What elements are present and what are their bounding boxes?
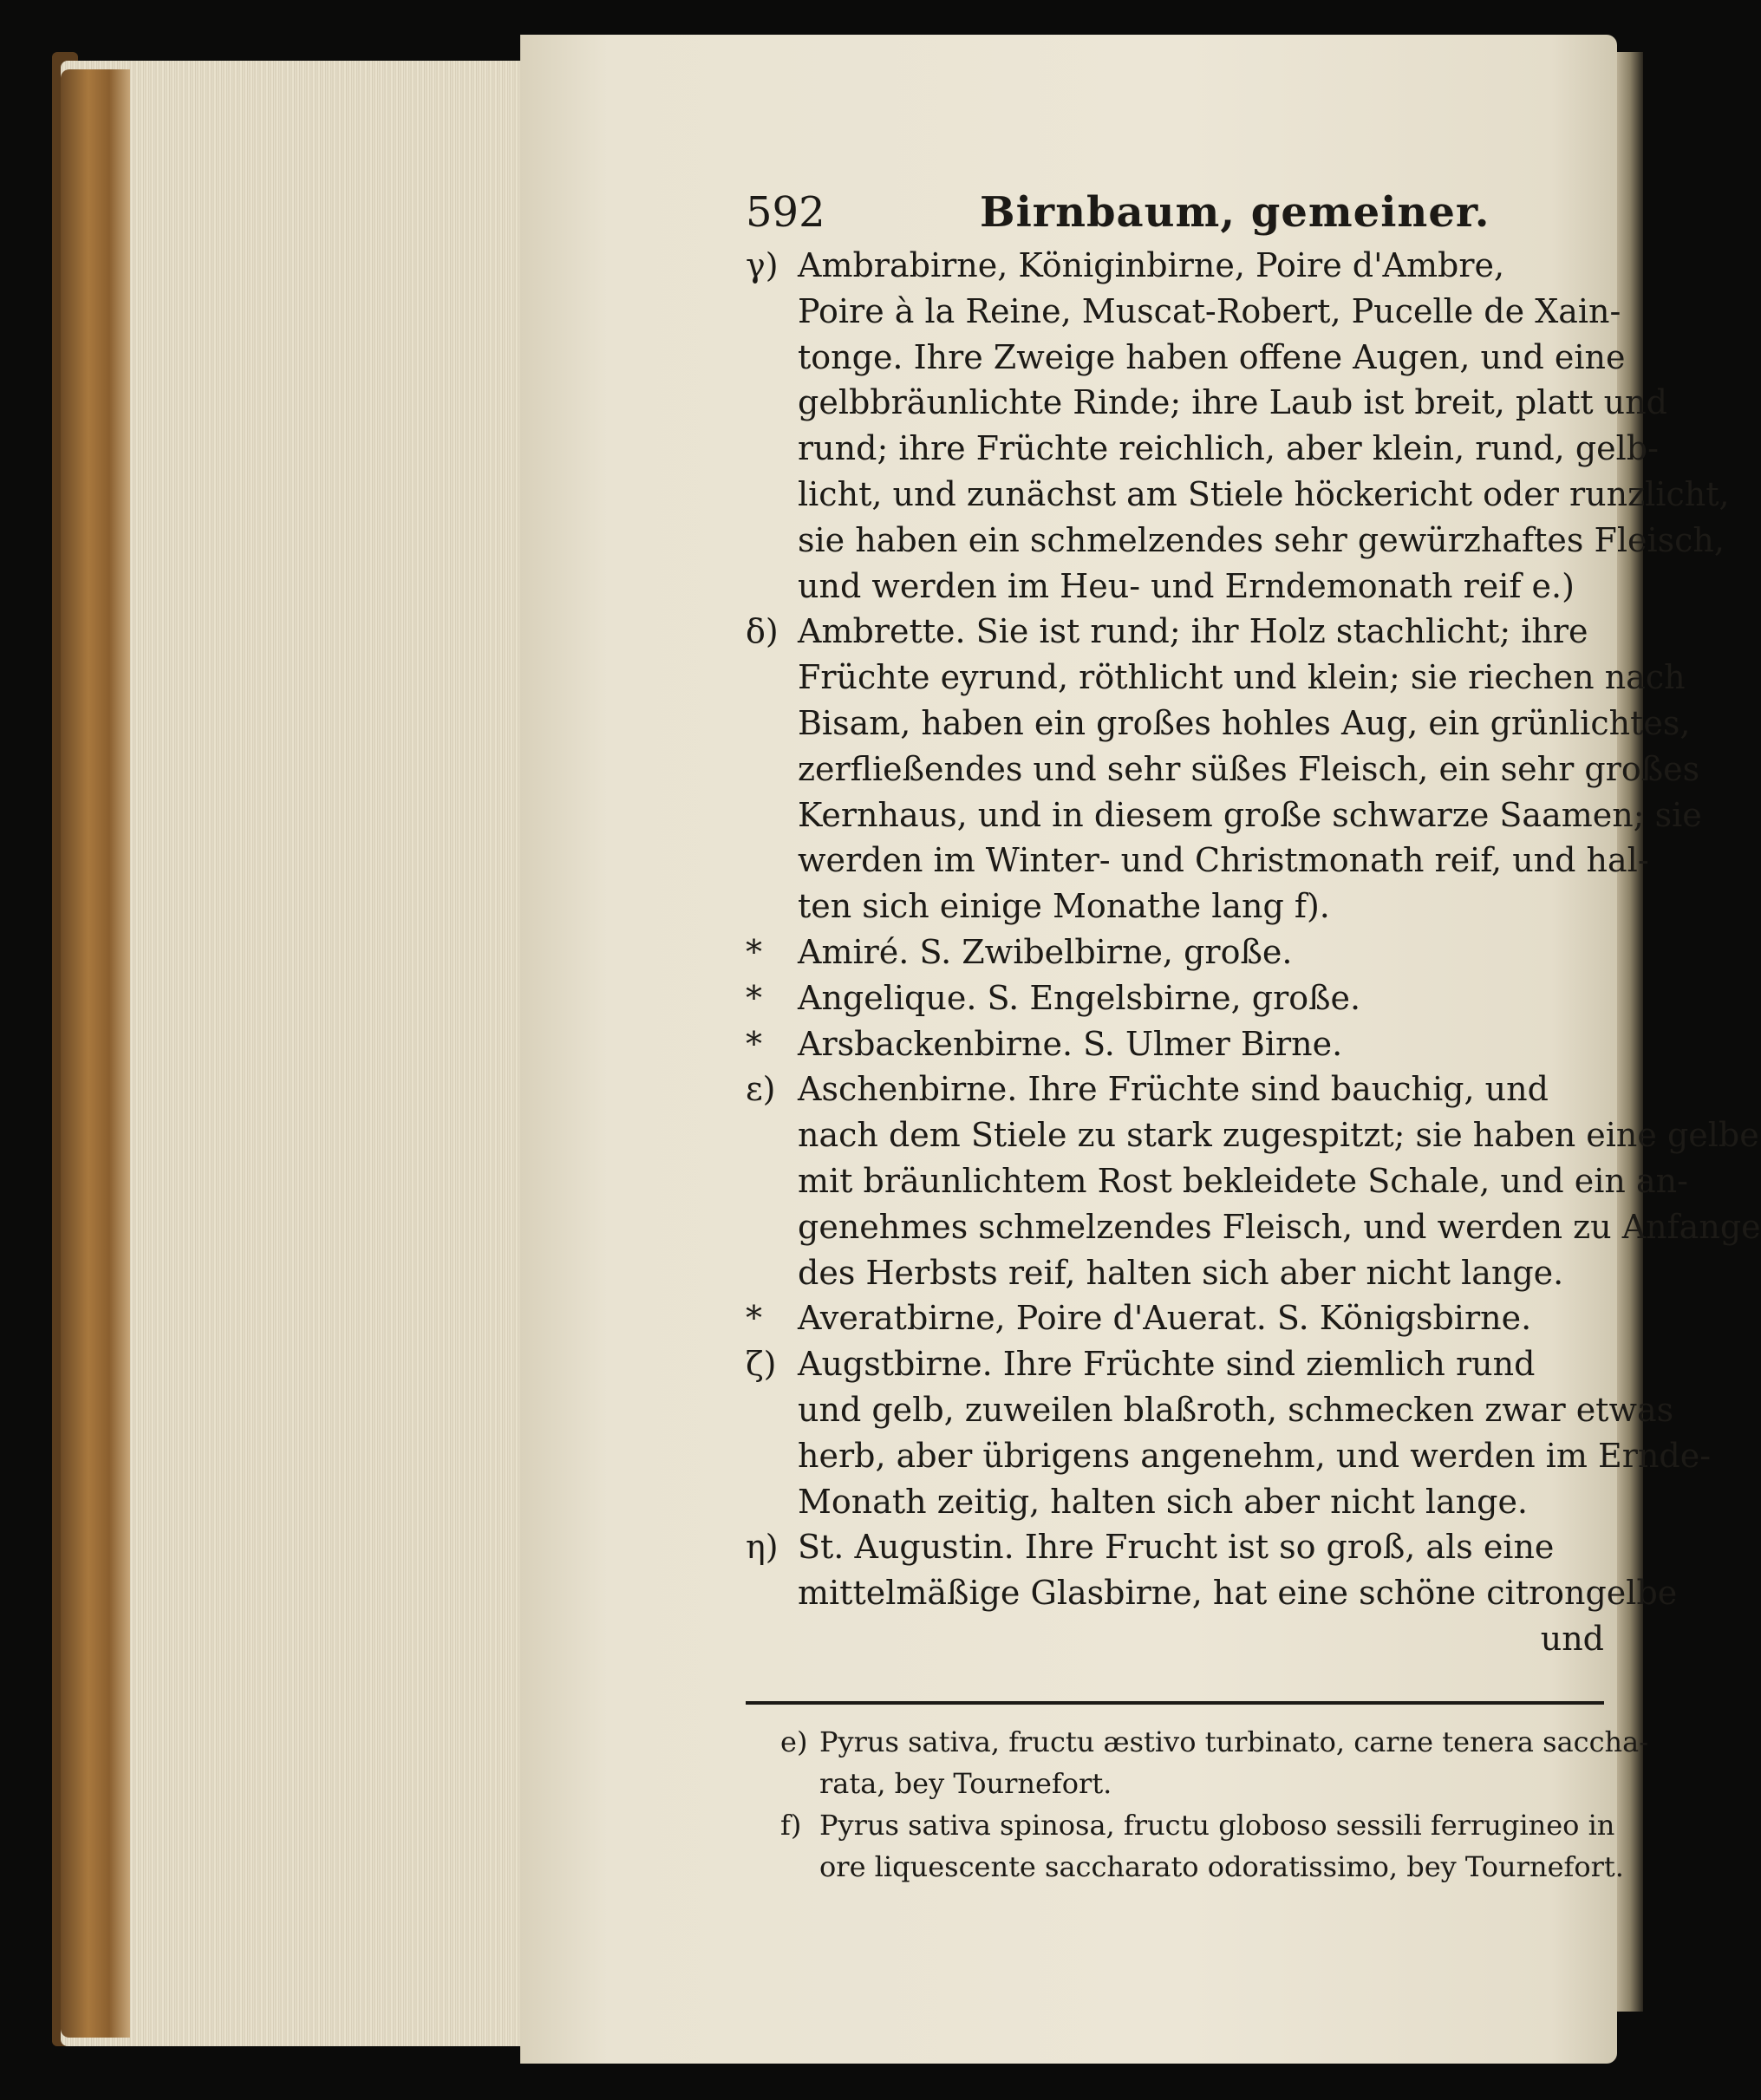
entry	[746, 975, 1613, 1021]
entry-text: mittelmäßige Glasbirne, hat eine schöne citrongelbe	[798, 1574, 1678, 1613]
entry	[746, 243, 1730, 609]
entry-line	[746, 1158, 1688, 1204]
entry-text: werden im Winter- und Christmonath reif, und hal-	[798, 841, 1649, 880]
entry-line	[746, 1295, 1613, 1341]
entry-marker: η)	[746, 1528, 779, 1567]
footnote-rule	[746, 1701, 1604, 1705]
footnote-text: ore liquescente saccharato odoratissimo, bey Tournefort.	[819, 1850, 1624, 1883]
footnote-text: rata, bey Tournefort.	[819, 1767, 1112, 1800]
entry-text: Bisam, haben ein großes hohles Aug, ein grünlichtes,	[798, 703, 1691, 742]
entry-text: Kernhaus, und in diesem große schwarze Saamen; sie	[798, 795, 1702, 834]
entry-text: nach dem Stiele zu stark zugespitzt; sie haben eine gelbe	[798, 1116, 1759, 1155]
entry-line	[746, 1387, 1674, 1433]
entry-text: des Herbsts reif, halten sich aber nicht lange.	[798, 1253, 1564, 1292]
entry-text: Früchte eyrund, röthlicht und klein; sie riechen nach	[798, 658, 1686, 697]
entry-line	[746, 1570, 1678, 1616]
entry-text: Averatbirne, Poire d'Auerat. S. Königsbirne.	[798, 1299, 1532, 1338]
entry-text: rund; ihre Früchte reichlich, aber klein, rund, gelb-	[798, 429, 1659, 468]
entry-text: ten sich einige Monathe lang f).	[798, 887, 1330, 926]
entry-line	[746, 472, 1730, 518]
page-number: 592	[746, 188, 825, 237]
entry-line	[746, 929, 1613, 975]
entry	[746, 1524, 1678, 1616]
entry	[746, 1021, 1613, 1067]
entry-text: Aschenbirne. Ihre Früchte sind bauchig, und	[798, 1070, 1549, 1109]
entry-text: mit bräunlichtem Rost bekleidete Schale, und ein an-	[798, 1161, 1688, 1200]
footnote-text: Pyrus sativa, fructu æstivo turbinato, carne tenera saccha-	[819, 1725, 1649, 1758]
footnote-line	[780, 1846, 1624, 1888]
entry-text: Arsbackenbirne. S. Ulmer Birne.	[798, 1024, 1343, 1063]
footnote-label: e)	[780, 1725, 808, 1758]
entry-text: Ambrette. Sie ist rund; ihr Holz stachlicht; ihre	[798, 612, 1588, 651]
entry-line	[746, 792, 1702, 838]
entry	[746, 1341, 1712, 1524]
entry-line	[746, 289, 1621, 335]
entry-text: Amiré. S. Zwibelbirne, große.	[798, 932, 1293, 971]
entry-line	[746, 1112, 1759, 1158]
entry-line	[746, 1341, 1613, 1387]
entry-text: licht, und zunächst am Stiele höckericht oder runzlicht,	[798, 474, 1730, 513]
entry-line	[746, 380, 1667, 426]
entry-text: Poire à la Reine, Muscat-Robert, Pucelle de Xain-	[798, 291, 1621, 330]
entry-line	[746, 1250, 1613, 1296]
entry-line	[746, 335, 1626, 381]
entry-text: St. Augustin. Ihre Frucht ist so groß, als eine	[798, 1528, 1555, 1567]
entry-line	[746, 564, 1613, 610]
footnotes	[780, 1721, 1649, 1888]
catchword: und	[1540, 1619, 1604, 1658]
entry-line	[746, 1021, 1613, 1067]
entries-list	[746, 243, 1761, 1616]
running-title: Birnbaum, gemeiner.	[980, 188, 1490, 237]
entry-line	[746, 838, 1649, 884]
entry-marker: *	[746, 978, 762, 1017]
entry-line	[746, 1479, 1613, 1525]
page-text	[746, 182, 1761, 1662]
entry-text: Angelique. S. Engelsbirne, große.	[798, 978, 1361, 1017]
entry-line	[746, 1066, 1613, 1112]
entry-text: Monath zeitig, halten sich aber nicht lange.	[798, 1482, 1529, 1521]
entry-text: tonge. Ihre Zweige haben offene Augen, und eine	[798, 337, 1626, 376]
entry-marker: δ)	[746, 612, 779, 651]
entry-line	[746, 1524, 1613, 1570]
entry-text: und gelb, zuweilen blaßroth, schmecken zwar etwas	[798, 1390, 1674, 1429]
entry-line	[746, 243, 1613, 289]
footnote-line	[780, 1763, 1604, 1804]
footnote-text: Pyrus sativa spinosa, fructu globoso sessili ferrugineo in	[819, 1809, 1615, 1842]
entry	[746, 929, 1613, 975]
entry-marker: *	[746, 1024, 762, 1063]
entry-text: und werden im Heu- und Erndemonath reif e.)	[798, 566, 1575, 605]
page-edges	[61, 61, 546, 2046]
entry-marker: *	[746, 1299, 762, 1338]
entry-line	[746, 701, 1691, 747]
entry-marker: γ)	[746, 246, 779, 284]
page-header	[746, 182, 1613, 243]
entry	[746, 1295, 1613, 1341]
footnote-line	[780, 1804, 1615, 1846]
entry-line	[746, 655, 1686, 701]
entry-line	[746, 975, 1613, 1021]
entry-text: gelbbräunlichte Rinde; ihre Laub ist breit, platt und	[798, 383, 1667, 422]
entry-text: Augstbirne. Ihre Früchte sind ziemlich rund	[798, 1345, 1536, 1384]
entry-line	[746, 1204, 1761, 1250]
footnote-line	[780, 1721, 1649, 1763]
entry-text: genehmes schmelzendes Fleisch, und werden zu Anfange	[798, 1207, 1761, 1246]
entry-line	[746, 609, 1613, 655]
footnote-label: f)	[780, 1809, 802, 1842]
book-spine	[61, 69, 130, 2038]
entry-marker: *	[746, 932, 762, 971]
entry-text: zerfließendes und sehr süßes Fleisch, ein sehr großes	[798, 749, 1700, 788]
entry-line	[746, 518, 1725, 564]
entry-line	[746, 884, 1613, 929]
entry	[746, 1066, 1761, 1295]
entry-marker: ζ)	[746, 1345, 777, 1384]
entry-text: Ambrabirne, Königinbirne, Poire d'Ambre,	[798, 246, 1505, 284]
entry-text: herb, aber übrigens angenehm, und werden im Ernde-	[798, 1436, 1712, 1475]
entry-marker: ε)	[746, 1070, 776, 1109]
entry	[746, 609, 1702, 929]
entry-line	[746, 1433, 1712, 1479]
entry-line	[746, 426, 1659, 472]
entry-line	[746, 747, 1700, 792]
entry-text: sie haben ein schmelzendes sehr gewürzhaftes Fleisch,	[798, 520, 1725, 559]
